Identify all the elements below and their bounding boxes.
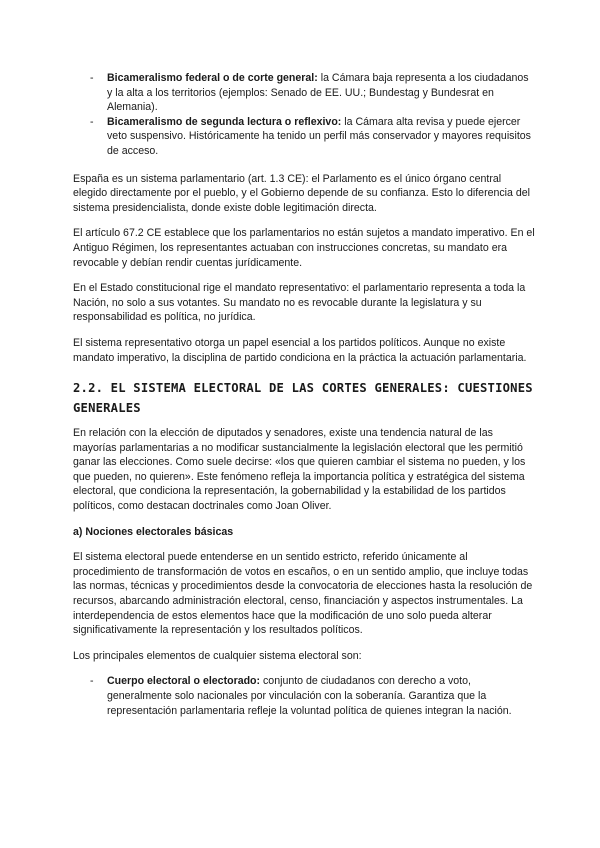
paragraph: El sistema electoral puede entenderse en un sentido estricto, referido únicamente al procedimiento de transformación de votos en escaños, o en un sentido amplio, que incluye todas las normas, técnicas y procedimientos desde la convocatoria de elecciones hasta la resolución de recursos, abarcando administración electoral, censo, financiación y aspectos instrumentales. La interdependencia de estos elementos hace que la modificación de uno solo pueda alterar significativamente la representación y los resultados políticos.	[73, 551, 533, 637]
paragraph: El sistema representativo otorga un papel esencial a los partidos políticos. Aunque no existe mandato imperativo, la disciplina de partido condiciona en la práctica la actuación parlamentaria.	[73, 336, 527, 364]
bicameralism-list	[73, 71, 536, 159]
list-item	[73, 674, 536, 718]
list-term: Cuerpo electoral o electorado:	[107, 675, 261, 688]
subheading: a) Nociones electorales básicas	[73, 525, 234, 538]
paragraph: En relación con la elección de diputados y senadores, existe una tendencia natural de las mayorías parlamentarias a no modificar sustancialmente la legislación electoral que les permitió ganar las elecciones. Como suele decirse: «los que quieren cambiar el sistema no pueden, y los que pueden, no quieren». Este fenómeno refleja la importancia política y estratégica del sistema electoral, que condiciona la representación, la gobernabilidad y la estabilidad de los partidos políticos, como destacan doctrinales como Joan Oliver.	[73, 427, 526, 513]
list-dash: -	[90, 115, 94, 128]
list-text: la Cámara alta revisa y puede ejercer veto suspensivo. Históricamente ha tenido un perfil más conservador y mayores requisitos de acceso.	[107, 115, 531, 157]
list-dash: -	[90, 72, 94, 84]
elements-list	[73, 674, 536, 718]
list-term: Bicameralismo de segunda lectura o reflexivo:	[107, 115, 342, 128]
list-text: la Cámara baja representa a los ciudadanos y la alta a los territorios (ejemplos: Senado de EE. UU.; Bundestag y Bundesrat en Alemania).	[107, 72, 529, 114]
paragraph: En el Estado constitucional rige el mandato representativo: el parlamentario representa a toda la Nación, no solo a sus votantes. Su mandato no es revocable durante la legislatura y su responsabilidad es política, no jurídica.	[73, 282, 526, 324]
list-text: conjunto de ciudadanos con derecho a voto, generalmente solo nacionales por vinculación con la soberanía. Garantiza que la representación parlamentaria refleje la voluntad política de quienes integran la nación.	[107, 675, 512, 717]
paragraph: España es un sistema parlamentario (art. 1.3 CE): el Parlamento es el único órgano central elegido directamente por el pueblo, y el Gobierno depende de su confianza. Esto lo diferencia del sistema presidencialista, donde existe doble legitimación directa.	[73, 172, 531, 214]
section-heading: 2.2. EL SISTEMA ELECTORAL DE LAS CORTES GENERALES: CUESTIONES GENERALES	[73, 381, 533, 416]
list-dash: -	[90, 675, 94, 688]
list-item	[73, 71, 536, 115]
list-item	[73, 115, 536, 159]
list-term: Bicameralismo federal o de corte general:	[107, 72, 318, 84]
paragraph: Los principales elementos de cualquier sistema electoral son:	[73, 649, 362, 662]
paragraph: El artículo 67.2 CE establece que los parlamentarios no están sujetos a mandato imperativo. En el Antiguo Régimen, los representantes actuaban con instrucciones concretas, su mandato era revocable y debían rendir cuentas jurídicamente.	[73, 227, 535, 269]
